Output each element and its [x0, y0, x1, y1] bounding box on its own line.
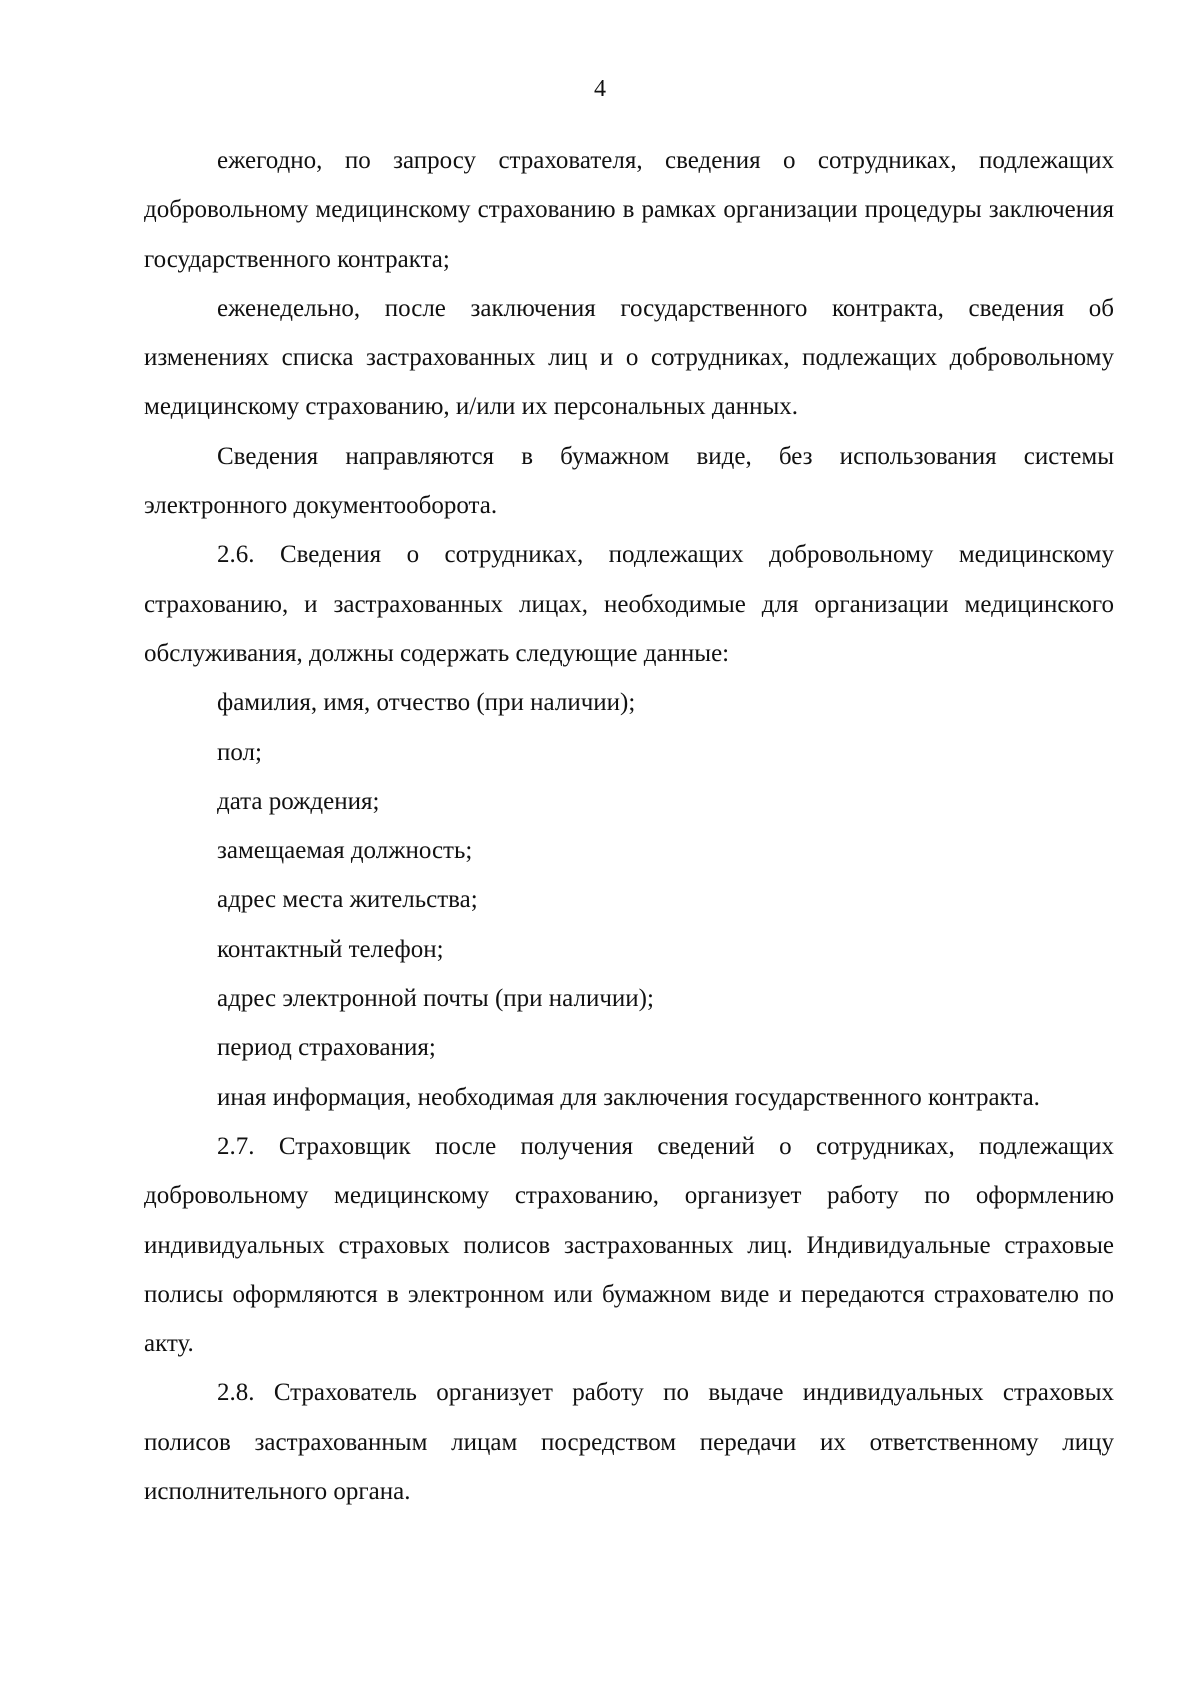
list-item-position: замещаемая должность;	[217, 837, 473, 865]
list-item-email: адрес электронной почты (при наличии);	[217, 985, 654, 1013]
paragraph-2-8: 2.8. Страхователь организует работу по выдаче индивидуальных страховых полисов застрахованным лицам посредством передачи их ответственному лицу исполнительного органа.	[144, 1379, 1114, 1506]
list-item-phone: контактный телефон;	[217, 935, 444, 963]
list-item-birth-date: дата рождения;	[217, 787, 380, 815]
document-body	[144, 136, 1114, 1516]
paragraph-annual-info: ежегодно, по запросу страхователя, сведения о сотрудниках, подлежащих добровольному медицинскому страхованию в рамках организации процедуры заключения государственного контракта;	[144, 147, 1114, 273]
list-item-address: адрес места жительства;	[217, 886, 478, 914]
list-item-other-info: иная информация, необходимая для заключения государственного контракта.	[217, 1083, 1040, 1111]
list-item-full-name: фамилия, имя, отчество (при наличии);	[217, 689, 636, 717]
paragraph-weekly-info: еженедельно, после заключения государственного контракта, сведения об изменениях списка застрахованных лиц и о сотрудниках, подлежащих добровольному медицинскому страхованию, и/или их персональных данных.	[144, 294, 1114, 421]
paragraph-2-7: 2.7. Страховщик после получения сведений о сотрудниках, подлежащих добровольному медицинскому страхованию, организует работу по оформлению индивидуальных страховых полисов застрахованных лиц. Индивидуальные страховые полисы оформляются в электронном или бумажном виде и передаются страхователю по акту.	[144, 1132, 1114, 1358]
list-item-sex: пол;	[217, 738, 262, 766]
list-item-insurance-period: период страхования;	[217, 1034, 436, 1062]
paragraph-2-6: 2.6. Сведения о сотрудниках, подлежащих добровольному медицинскому страхованию, и застрахованных лицах, необходимые для организации медицинского обслуживания, должны содержать следующие данные:	[144, 541, 1114, 667]
page-number: 4	[594, 76, 606, 102]
paragraph-paper-form: Сведения направляются в бумажном виде, без использования системы электронного документооборота.	[144, 442, 1114, 520]
